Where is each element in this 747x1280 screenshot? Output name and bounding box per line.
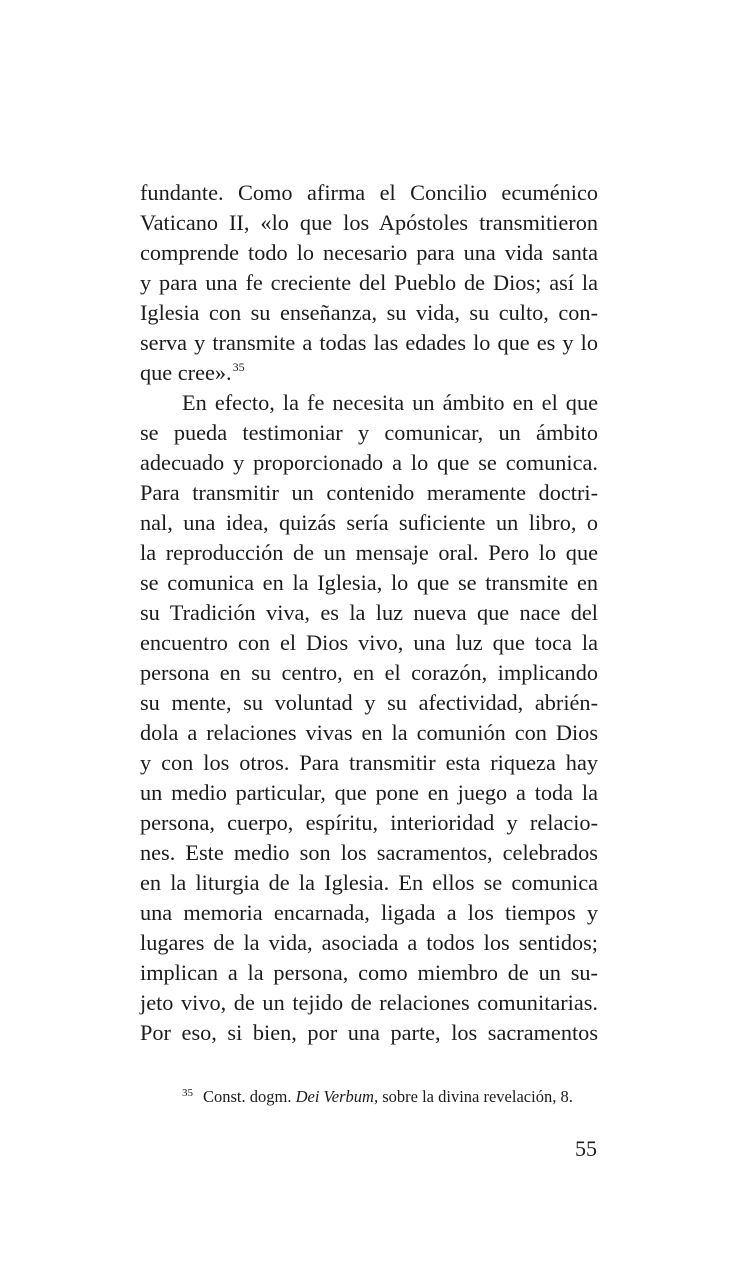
text-line: Por eso, si bien, por una parte, los sacramentos (140, 1020, 598, 1045)
text-line: en la liturgia de la Iglesia. En ellos se comunica (140, 870, 598, 895)
footnote-title: Dei Verbum, (295, 1087, 379, 1106)
footnote (182, 1086, 602, 1110)
text-line: implican a la persona, como miembro de un su- (140, 960, 598, 985)
text-line: nes. Este medio son los sacramentos, celebrados (140, 840, 598, 865)
text-line: Vaticano II, «lo que los Apóstoles transmitieron (140, 210, 598, 235)
text-line: nal, una idea, quizás sería suficiente un libro, o (140, 510, 598, 535)
text-line: y con los otros. Para transmitir esta riqueza hay (140, 750, 598, 775)
text-line: su Tradición viva, es la luz nueva que nace del (140, 600, 598, 625)
text-line: encuentro con el Dios vivo, una luz que toca la (140, 630, 598, 655)
text-line (140, 358, 598, 388)
footnote-text-end: sobre la divina revelación, 8. (378, 1087, 573, 1106)
footnote-reference[interactable]: 35 (232, 360, 245, 374)
text-line: En efecto, la fe necesita un ámbito en el que (182, 390, 598, 415)
paragraph (140, 178, 598, 388)
body-text (140, 178, 598, 1048)
footnote-text: Const. dogm. (203, 1087, 296, 1106)
text-line: comprende todo lo necesario para una vida santa (140, 240, 598, 265)
text-line: un medio particular, que pone en juego a toda la (140, 780, 598, 805)
text-line: jeto vivo, de un tejido de relaciones comunitarias. (140, 990, 598, 1015)
text-line: Para transmitir un contenido meramente doctri- (140, 480, 598, 505)
text-line: dola a relaciones vivas en la comunión con Dios (140, 720, 598, 745)
text-line: serva y transmite a todas las edades lo que es y lo (140, 330, 598, 355)
text-fragment: que cree». (140, 360, 232, 385)
text-line: persona, cuerpo, espíritu, interioridad y relacio- (140, 810, 598, 835)
text-line: Iglesia con su enseñanza, su vida, su culto, con- (140, 300, 598, 325)
text-line: persona en su centro, en el corazón, implicando (140, 660, 598, 685)
text-line: su mente, su voluntad y su afectividad, abrién- (140, 690, 598, 715)
text-line: se comunica en la Iglesia, lo que se transmite en (140, 570, 598, 595)
text-line: fundante. Como afirma el Concilio ecuménico (140, 180, 598, 205)
text-line: lugares de la vida, asociada a todos los sentidos; (140, 930, 598, 955)
footnote-number: 35 (182, 1087, 193, 1099)
text-line: una memoria encarnada, ligada a los tiempos y (140, 900, 598, 925)
text-line: se pueda testimoniar y comunicar, un ámbito (140, 420, 598, 445)
text-line: y para una fe creciente del Pueblo de Dios; así la (140, 270, 598, 295)
text-line: la reproducción de un mensaje oral. Pero lo que (140, 540, 598, 565)
page-number: 55 (575, 1136, 597, 1161)
paragraph (140, 388, 598, 1048)
text-line: adecuado y proporcionado a lo que se comunica. (140, 450, 598, 475)
